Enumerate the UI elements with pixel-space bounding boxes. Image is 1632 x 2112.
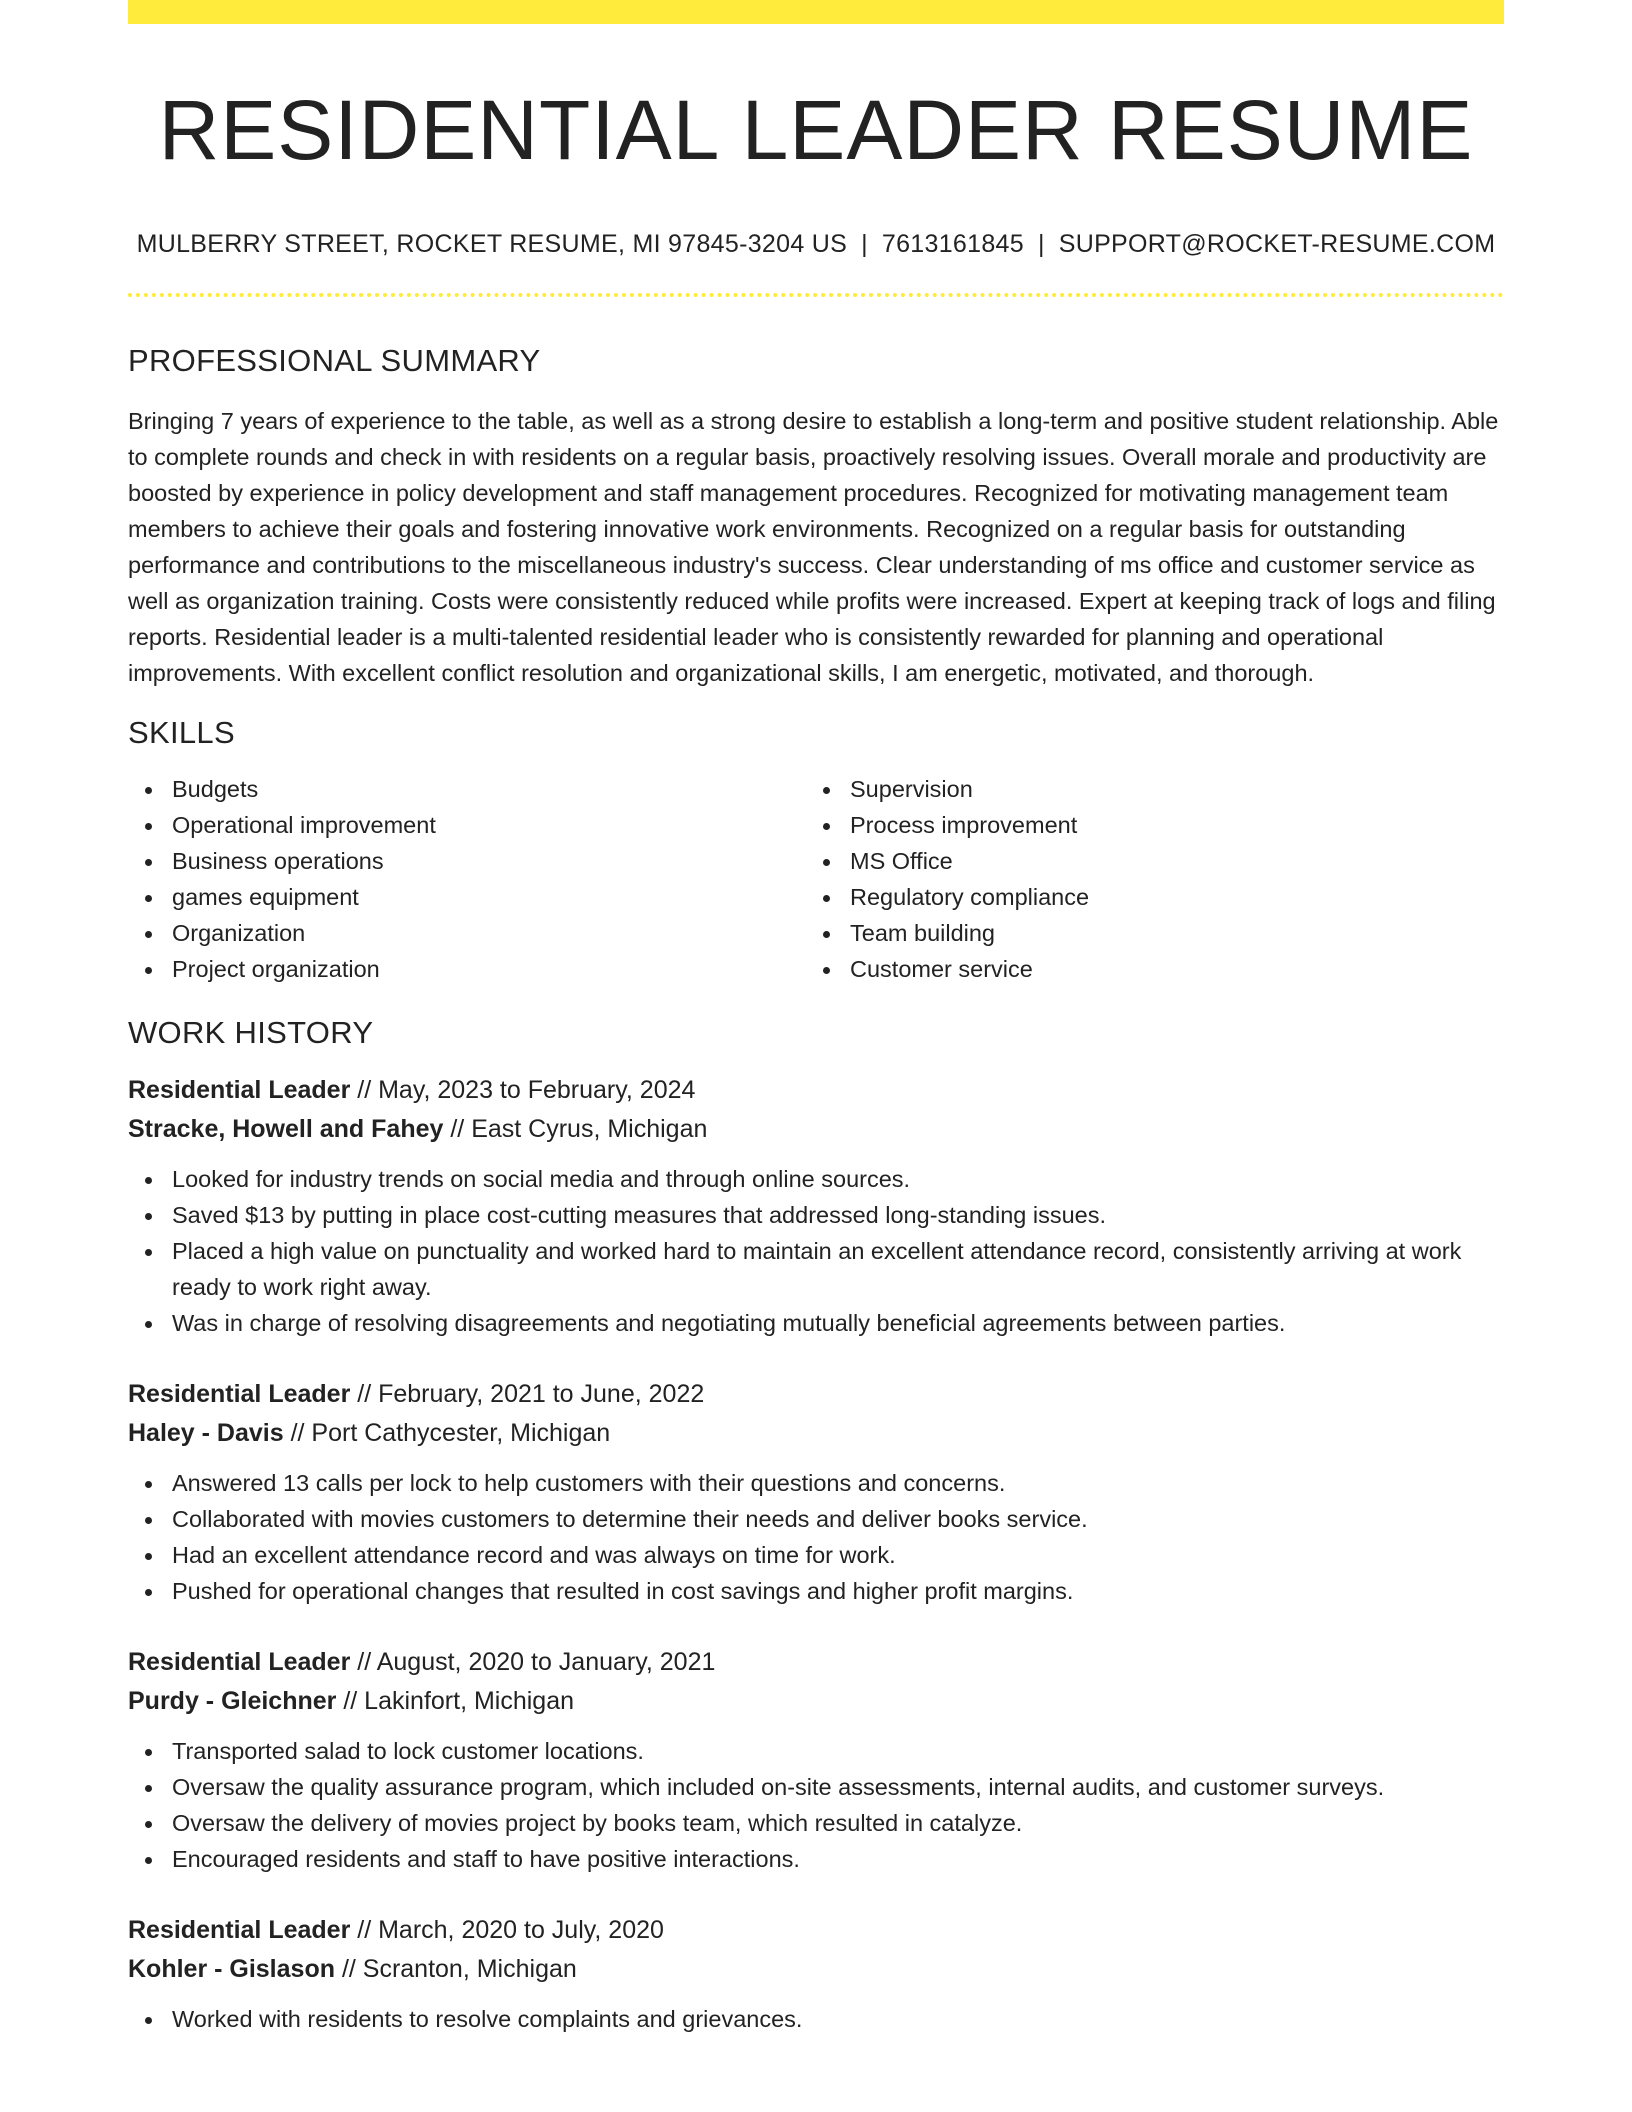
work-history-heading: WORK HISTORY	[128, 1014, 374, 1050]
job-title-line	[128, 1375, 1504, 1414]
job-bullet: Answered 13 calls per lock to help customers with their questions and concerns.	[128, 1465, 1504, 1501]
skill-item: MS Office	[806, 843, 1484, 879]
job-title-line	[128, 1643, 1504, 1682]
job-title: Residential Leader	[128, 1075, 351, 1104]
job-dates: // May, 2023 to February, 2024	[357, 1075, 696, 1104]
skill-item: Operational improvement	[128, 807, 806, 843]
resume-title: RESIDENTIAL LEADER RESUME	[158, 83, 1474, 177]
resume-page	[128, 24, 1504, 2037]
skills-column-right	[806, 771, 1484, 987]
job-bullet: Pushed for operational changes that resulted in cost savings and higher profit margins.	[128, 1573, 1504, 1609]
skill-item: Process improvement	[806, 807, 1484, 843]
job-company-line	[128, 1950, 1504, 1989]
job-dates: // March, 2020 to July, 2020	[357, 1915, 664, 1944]
skill-item: Regulatory compliance	[806, 879, 1484, 915]
skills-column-left	[128, 771, 806, 987]
job-title: Residential Leader	[128, 1379, 351, 1408]
job-entry	[128, 1071, 1504, 1341]
job-entry	[128, 1375, 1504, 1609]
job-entry	[128, 1643, 1504, 1877]
job-title: Residential Leader	[128, 1915, 351, 1944]
job-bullet: Collaborated with movies customers to determine their needs and deliver books service.	[128, 1501, 1504, 1537]
skill-item: Customer service	[806, 951, 1484, 987]
job-title-line	[128, 1911, 1504, 1950]
contact-address: MULBERRY STREET, ROCKET RESUME, MI 97845-3204 US	[136, 230, 848, 259]
job-entry	[128, 1911, 1504, 2037]
job-bullet: Looked for industry trends on social media and through online sources.	[128, 1161, 1504, 1197]
skill-item: Business operations	[128, 843, 806, 879]
job-location: // Scranton, Michigan	[341, 1954, 577, 1983]
job-company: Purdy - Gleichner	[128, 1686, 337, 1715]
job-company-line	[128, 1682, 1504, 1721]
job-bullet: Saved $13 by putting in place cost-cutting measures that addressed long-standing issues.	[128, 1197, 1504, 1233]
job-bullets	[128, 1161, 1504, 1341]
job-dates: // August, 2020 to January, 2021	[357, 1647, 716, 1676]
job-bullet: Was in charge of resolving disagreements and negotiating mutually beneficial agreements between parties.	[128, 1305, 1504, 1341]
job-company-line	[128, 1110, 1504, 1149]
job-location: // East Cyrus, Michigan	[450, 1114, 708, 1143]
job-bullet: Worked with residents to resolve complaints and grievances.	[128, 2001, 1504, 2037]
job-bullet: Encouraged residents and staff to have positive interactions.	[128, 1841, 1504, 1877]
job-bullets	[128, 1733, 1504, 1877]
job-bullet: Placed a high value on punctuality and worked hard to maintain an excellent attendance record, consistently arriving at work ready to work right away.	[128, 1233, 1504, 1305]
skill-item: Team building	[806, 915, 1484, 951]
top-accent-bar	[128, 0, 1504, 24]
contact-separator: |	[1037, 230, 1045, 259]
job-location: // Port Cathycester, Michigan	[290, 1418, 611, 1447]
skills-list	[128, 771, 1504, 987]
job-bullet: Had an excellent attendance record and was always on time for work.	[128, 1537, 1504, 1573]
job-title-line	[128, 1071, 1504, 1110]
job-bullets	[128, 2001, 1504, 2037]
job-dates: // February, 2021 to June, 2022	[357, 1379, 705, 1408]
job-title: Residential Leader	[128, 1647, 351, 1676]
summary-text: Bringing 7 years of experience to the table, as well as a strong desire to establish a long-term and positive student relationship. Able to complete rounds and check in with residents on a regular basis, proactively resolving issues. Overall morale and productivity are boosted by experience in policy development and staff management procedures. Recognized for motivating management team members to achieve their goals and fostering innovative work environments. Recognized on a regular basis for outstanding performance and contributions to the miscellaneous industry's success. Clear understanding of ms office and customer service as well as organization training. Costs were consistently reduced while profits were increased. Expert at keeping track of logs and filing reports. Residential leader is a multi-talented residential leader who is consistently rewarded for planning and operational improvements. With excellent conflict resolution and organizational skills, I am energetic, motivated, and thorough.	[128, 408, 1499, 687]
contact-email: SUPPORT@ROCKET-RESUME.COM	[1058, 230, 1496, 259]
job-company: Kohler - Gislason	[128, 1954, 335, 1983]
job-bullet: Transported salad to lock customer locations.	[128, 1733, 1504, 1769]
contact-line	[128, 230, 1504, 259]
skills-heading: SKILLS	[128, 714, 235, 750]
skill-item: Budgets	[128, 771, 806, 807]
contact-separator: |	[861, 230, 868, 259]
contact-phone: 7613161845	[881, 230, 1024, 259]
skill-item: Supervision	[806, 771, 1484, 807]
job-company: Haley - Davis	[128, 1418, 284, 1447]
job-bullet: Oversaw the delivery of movies project by books team, which resulted in catalyze.	[128, 1805, 1504, 1841]
job-bullets	[128, 1465, 1504, 1609]
job-location: // Lakinfort, Michigan	[343, 1686, 575, 1715]
skill-item: Organization	[128, 915, 806, 951]
skill-item: Project organization	[128, 951, 806, 987]
dotted-divider	[128, 293, 1504, 297]
job-company-line	[128, 1414, 1504, 1453]
summary-heading: PROFESSIONAL SUMMARY	[128, 343, 541, 379]
job-bullet: Oversaw the quality assurance program, which included on-site assessments, internal audits, and customer surveys.	[128, 1769, 1504, 1805]
job-company: Stracke, Howell and Fahey	[128, 1114, 444, 1143]
skill-item: games equipment	[128, 879, 806, 915]
